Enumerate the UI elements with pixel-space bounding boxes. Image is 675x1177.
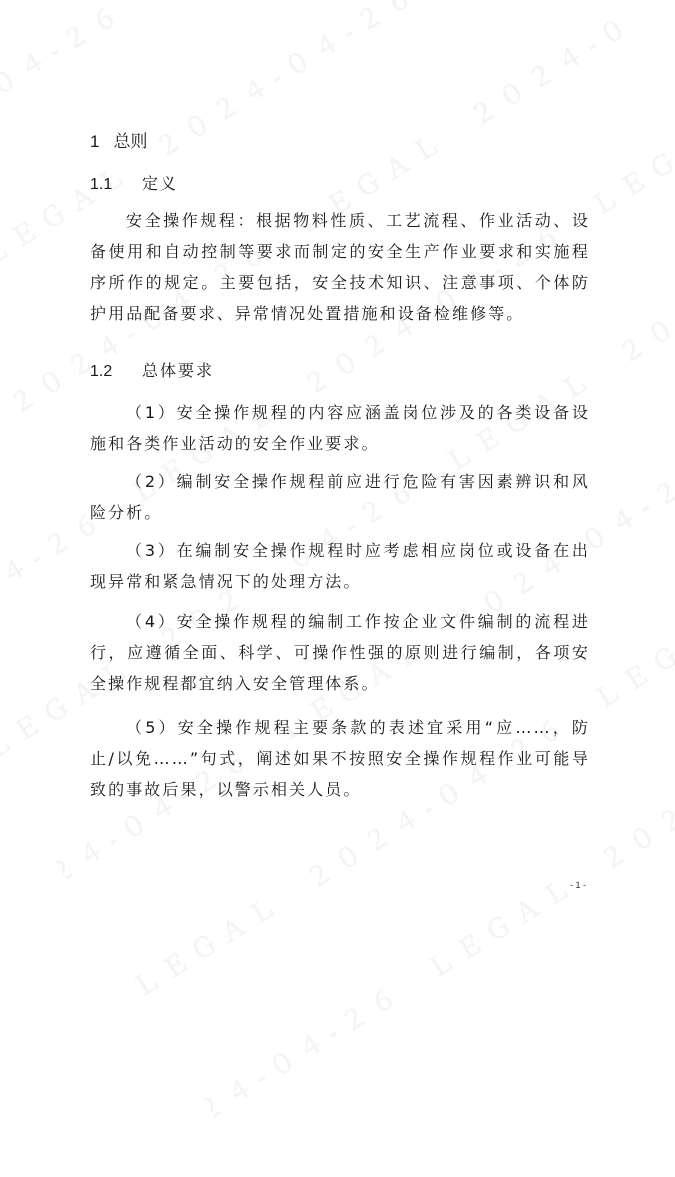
requirement-item-1: （1）安全操作规程的内容应涵盖岗位涉及的各类设备设施和各类作业活动的安全作业要求。: [90, 403, 590, 453]
section-title: 定义: [142, 174, 179, 193]
requirement-item-2: （2）编制安全操作规程前应进行危险有害因素辨识和风险分析。: [90, 472, 590, 522]
requirement-item-3: （3）在编制安全操作规程时应考虑相应岗位或设备在出现异常和紧急情况下的处理方法。: [90, 541, 590, 591]
chapter-number: 1: [90, 132, 100, 151]
chapter-title: 总则: [113, 132, 148, 152]
page-number: - 1 -: [570, 880, 587, 890]
definition-paragraph: 安全操作规程：根据物料性质、工艺流程、作业活动、设备使用和自动控制等要求而制定的安全生产作业要求和实施程序所作的规定。主要包括，安全技术知识、注意事项、个体防护用品配备要求、异常情况处置措施和设备检维修等。: [90, 211, 590, 323]
requirement-item-4: （4）安全操作规程的编制工作按企业文件编制的流程进行，应遵循全面、科学、可操作性强的原则进行编制，各项安全操作规程都宜纳入安全管理体系。: [90, 612, 590, 693]
requirement-item-5: （5）安全操作规程主要条款的表述宜采用“应……，防止/以免……”句式，阐述如果不按照安全操作规程作业可能导致的事故后果，以警示相关人员。: [90, 718, 590, 799]
section-number: 1.1: [90, 176, 113, 193]
section-number: 1.2: [90, 363, 113, 380]
chapter-heading: [90, 127, 147, 152]
section-heading-1-2: [90, 358, 214, 381]
section-heading-1-1: [90, 171, 178, 194]
section-title: 总体要求: [142, 361, 215, 380]
